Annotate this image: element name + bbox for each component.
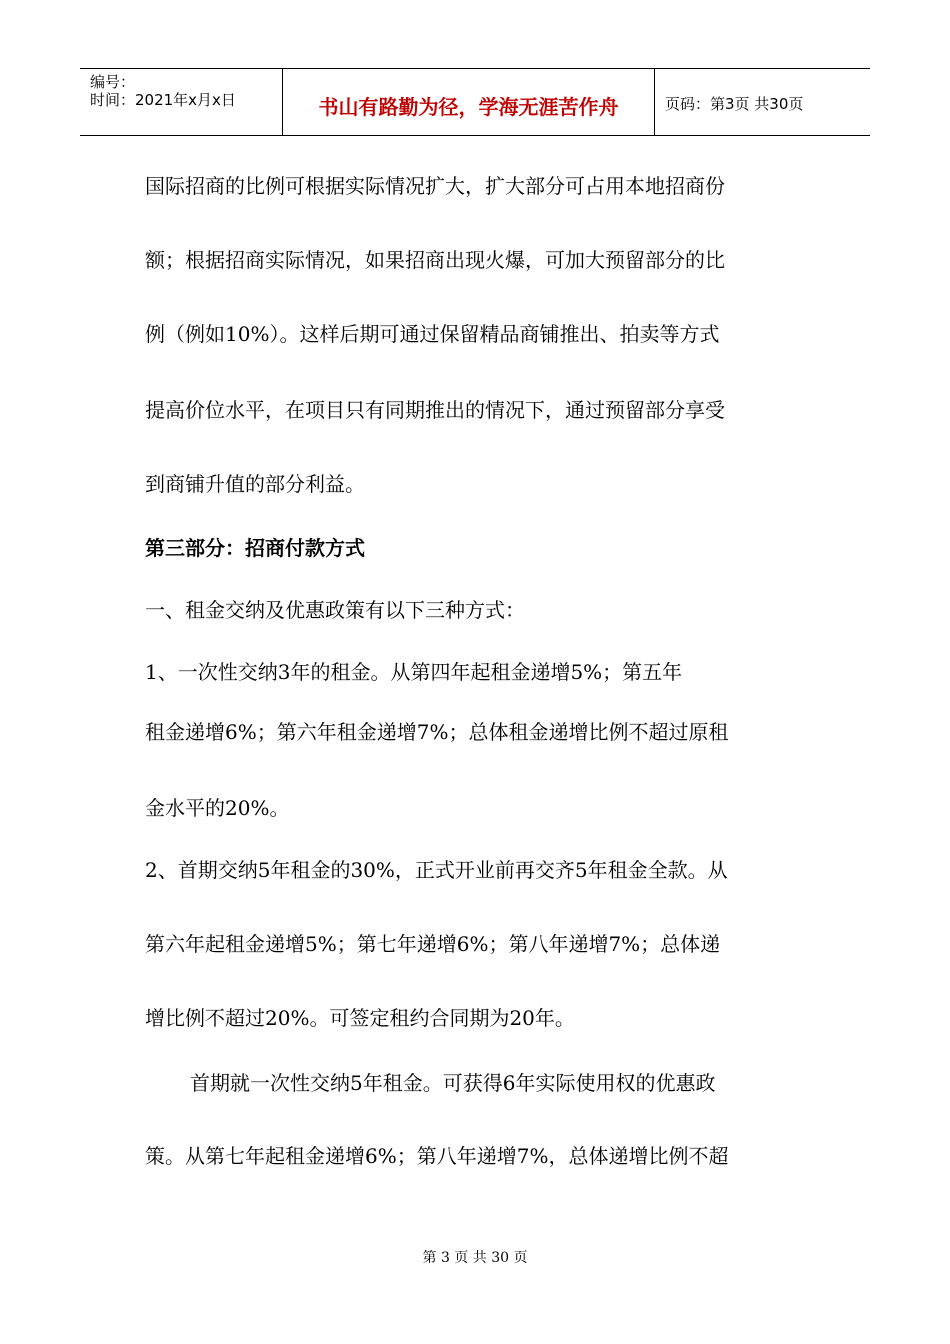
header-motto: 书山有路勤为径，学海无涯苦作舟 bbox=[318, 95, 619, 119]
page-header bbox=[80, 68, 870, 136]
page-footer: 第 3 页 共 30 页 bbox=[422, 1250, 528, 1266]
document-number-label: 编号： bbox=[90, 73, 136, 91]
body-line-indented: 首期就一次性交纳5年租金。可获得6年实际使用权的优惠政 bbox=[190, 1071, 716, 1095]
body-line: 增比例不超过20%。可签定租约合同期为20年。 bbox=[145, 1006, 575, 1030]
section-heading: 第三部分：招商付款方式 bbox=[145, 536, 365, 560]
header-left-cell bbox=[80, 69, 283, 135]
body-line: 金水平的20%。 bbox=[145, 796, 290, 820]
document-time-label: 时间：2021年x月x日 bbox=[90, 91, 236, 109]
body-line: 第六年起租金递增5%；第七年递增6%；第八年递增7%；总体递 bbox=[145, 932, 721, 956]
body-line: 国际招商的比例可根据实际情况扩大，扩大部分可占用本地招商份 bbox=[145, 174, 725, 198]
header-right-cell bbox=[655, 69, 870, 135]
header-middle-cell bbox=[283, 69, 655, 135]
body-line: 1、一次性交纳3年的租金。从第四年起租金递增5%；第五年 bbox=[145, 660, 683, 684]
list-heading: 一、租金交纳及优惠政策有以下三种方式： bbox=[145, 598, 525, 622]
body-line: 额；根据招商实际情况，如果招商出现火爆，可加大预留部分的比 bbox=[145, 248, 725, 272]
body-line: 到商铺升值的部分利益。 bbox=[145, 472, 365, 496]
body-line: 例（例如10%）。这样后期可通过保留精品商铺推出、拍卖等方式 bbox=[145, 322, 720, 346]
body-line: 租金递增6%；第六年租金递增7%；总体租金递增比例不超过原租 bbox=[145, 720, 729, 744]
body-line: 2、首期交纳5年租金的30%，正式开业前再交齐5年租金全款。从 bbox=[145, 858, 728, 882]
header-page-code: 页码：第3页 共30页 bbox=[665, 95, 804, 113]
body-line: 提高价位水平，在项目只有同期推出的情况下，通过预留部分享受 bbox=[145, 398, 725, 422]
body-line: 策。从第七年起租金递增6%；第八年递增7%，总体递增比例不超 bbox=[145, 1144, 729, 1168]
